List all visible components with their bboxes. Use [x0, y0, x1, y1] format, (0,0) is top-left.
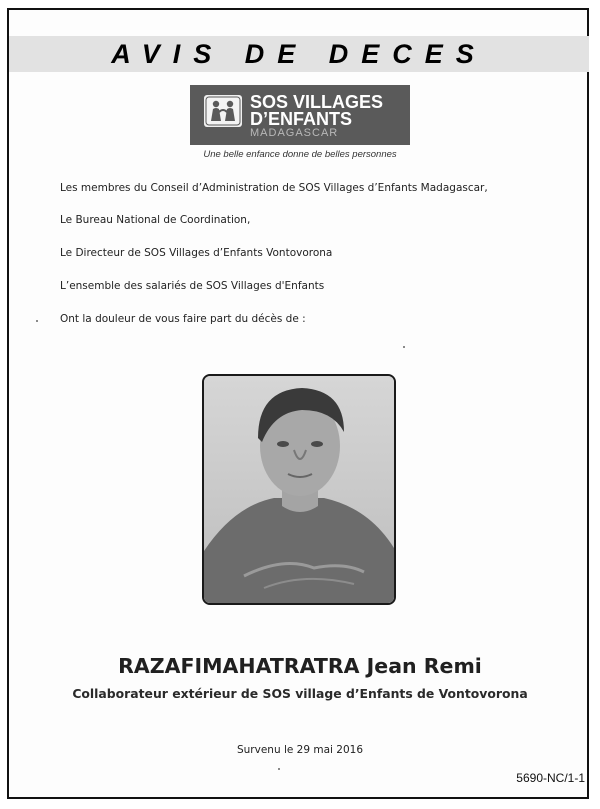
logo-line3: MADAGASCAR — [250, 127, 339, 139]
sos-children-icon — [204, 95, 242, 127]
logo-box — [190, 85, 410, 145]
announcement-line-2: Le Bureau National de Coordination, — [60, 214, 251, 226]
notice-title: AVIS DE DECES — [111, 38, 487, 69]
portrait-photo — [202, 374, 396, 605]
scan-speck — [36, 320, 38, 322]
scan-speck — [278, 768, 280, 770]
title-bar — [9, 36, 589, 72]
sos-logo — [190, 85, 410, 165]
death-date: Survenu le 29 mai 2016 — [236, 744, 363, 756]
reference-code: 5690-NC/1-1 — [516, 771, 585, 785]
logo-line2: D’ENFANTS — [250, 109, 353, 129]
announcement-line-1: Les membres du Conseil d’Administration de SOS Villages d’Enfants Madagascar, — [60, 182, 488, 194]
announcement-line-5: Ont la douleur de vous faire part du décès de : — [60, 313, 306, 325]
deceased-role: Collaborateur extérieur de SOS village d’Enfants de Vontovorona — [72, 686, 528, 701]
logo-line1: SOS VILLAGES — [250, 92, 384, 112]
logo-tagline: Une belle enfance donne de belles personnes — [203, 149, 397, 160]
deceased-name: RAZAFIMAHATRATRA Jean Remi — [118, 654, 482, 678]
announcement-line-4: L’ensemble des salariés de SOS Villages d'Enfants — [60, 280, 325, 292]
scan-speck — [403, 346, 405, 348]
announcement-line-3: Le Directeur de SOS Villages d’Enfants Vontovorona — [60, 247, 333, 259]
